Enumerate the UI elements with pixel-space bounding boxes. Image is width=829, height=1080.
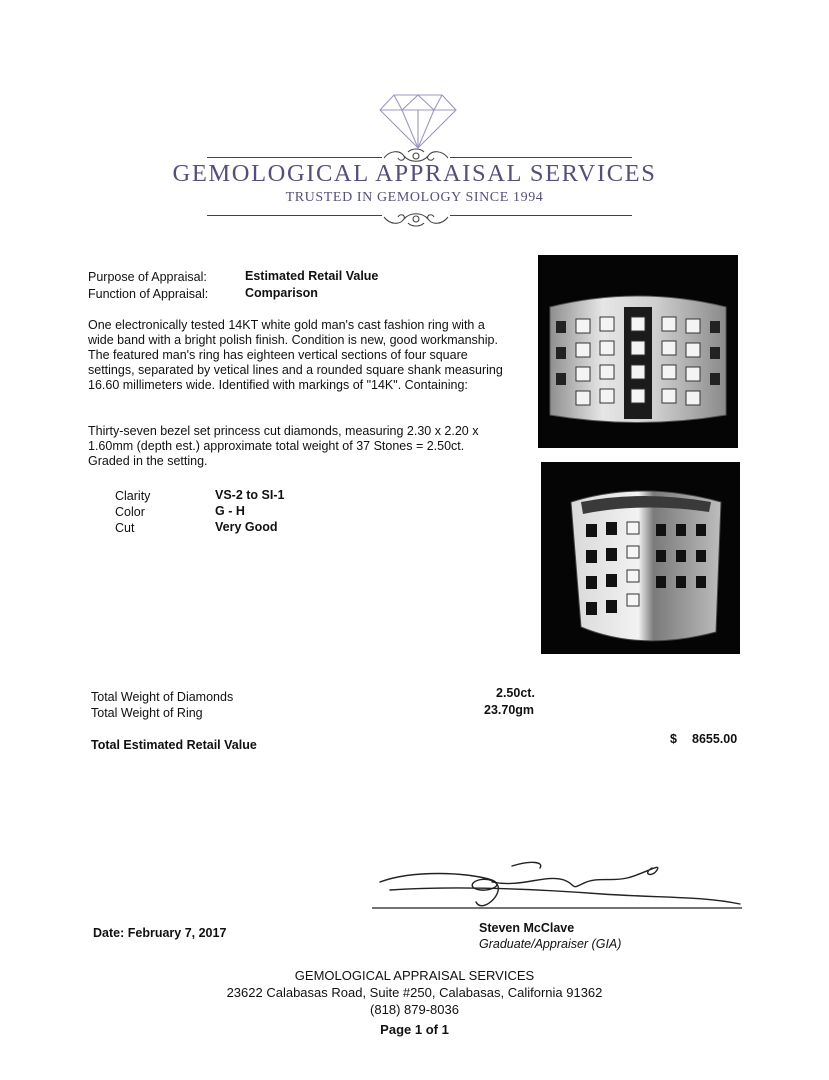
header-rule-bottom-left xyxy=(207,215,382,216)
footer-address: 23622 Calabasas Road, Suite #250, Calabasas, California 91362 xyxy=(226,985,603,1000)
ring-weight-label: Total Weight of Ring xyxy=(91,706,203,720)
page-number: Page 1 of 1 xyxy=(380,1022,449,1037)
flourish-bottom xyxy=(382,206,450,228)
retail-value-label: Total Estimated Retail Value xyxy=(91,738,257,752)
diamonds-weight-value: 2.50ct. xyxy=(496,686,535,700)
company-name: GEMOLOGICAL APPRAISAL SERVICES xyxy=(172,160,657,187)
stones-description: Thirty-seven bezel set princess cut diamonds, measuring 2.30 x 2.20 x 1.60mm (depth est.) approximate total weight of 37 Stones = 2.50ct. Graded in the setting. xyxy=(88,424,479,468)
header-rule-bottom-right xyxy=(450,215,632,216)
header-rule-top-left xyxy=(207,157,382,158)
clarity-value: VS-2 to SI-1 xyxy=(215,488,285,502)
signature-drawing xyxy=(372,852,752,922)
appraisal-date: Date: February 7, 2017 xyxy=(93,926,227,940)
clarity-label: Clarity xyxy=(115,489,151,503)
diamonds-weight-label: Total Weight of Diamonds xyxy=(91,690,234,704)
appraiser-title: Graduate/Appraiser (GIA) xyxy=(479,937,622,951)
color-value: G - H xyxy=(215,504,245,518)
cut-value: Very Good xyxy=(215,520,278,534)
color-label: Color xyxy=(115,505,145,519)
ring-photo-front xyxy=(538,255,738,448)
diamond-icon xyxy=(378,92,458,150)
appraiser-name: Steven McClave xyxy=(479,921,575,935)
purpose-value: Estimated Retail Value xyxy=(245,269,379,283)
item-description: One electronically tested 14KT white gold man's cast fashion ring with a wide band with a bright polish finish. Condition is new, good workmanship. The featured man's ring has eighteen vertical sections of four square settings, separated by vetical lines and a rounded square shank measuring 16.60 millimeters wide. Identified with markings of "14K". Containing: xyxy=(88,318,503,392)
function-value: Comparison xyxy=(245,286,318,300)
ring-photo-side xyxy=(541,462,740,654)
footer-company: GEMOLOGICAL APPRAISAL SERVICES xyxy=(294,968,535,983)
purpose-label: Purpose of Appraisal: xyxy=(88,270,207,284)
tagline: TRUSTED IN GEMOLOGY SINCE 1994 xyxy=(285,190,544,205)
footer-phone: (818) 879-8036 xyxy=(370,1002,459,1017)
function-label: Function of Appraisal: xyxy=(88,287,209,301)
currency-symbol: $ xyxy=(670,732,677,746)
header-rule-top-right xyxy=(450,157,632,158)
retail-value: 8655.00 xyxy=(692,732,738,746)
cut-label: Cut xyxy=(115,521,135,535)
ring-weight-value: 23.70gm xyxy=(484,703,535,717)
